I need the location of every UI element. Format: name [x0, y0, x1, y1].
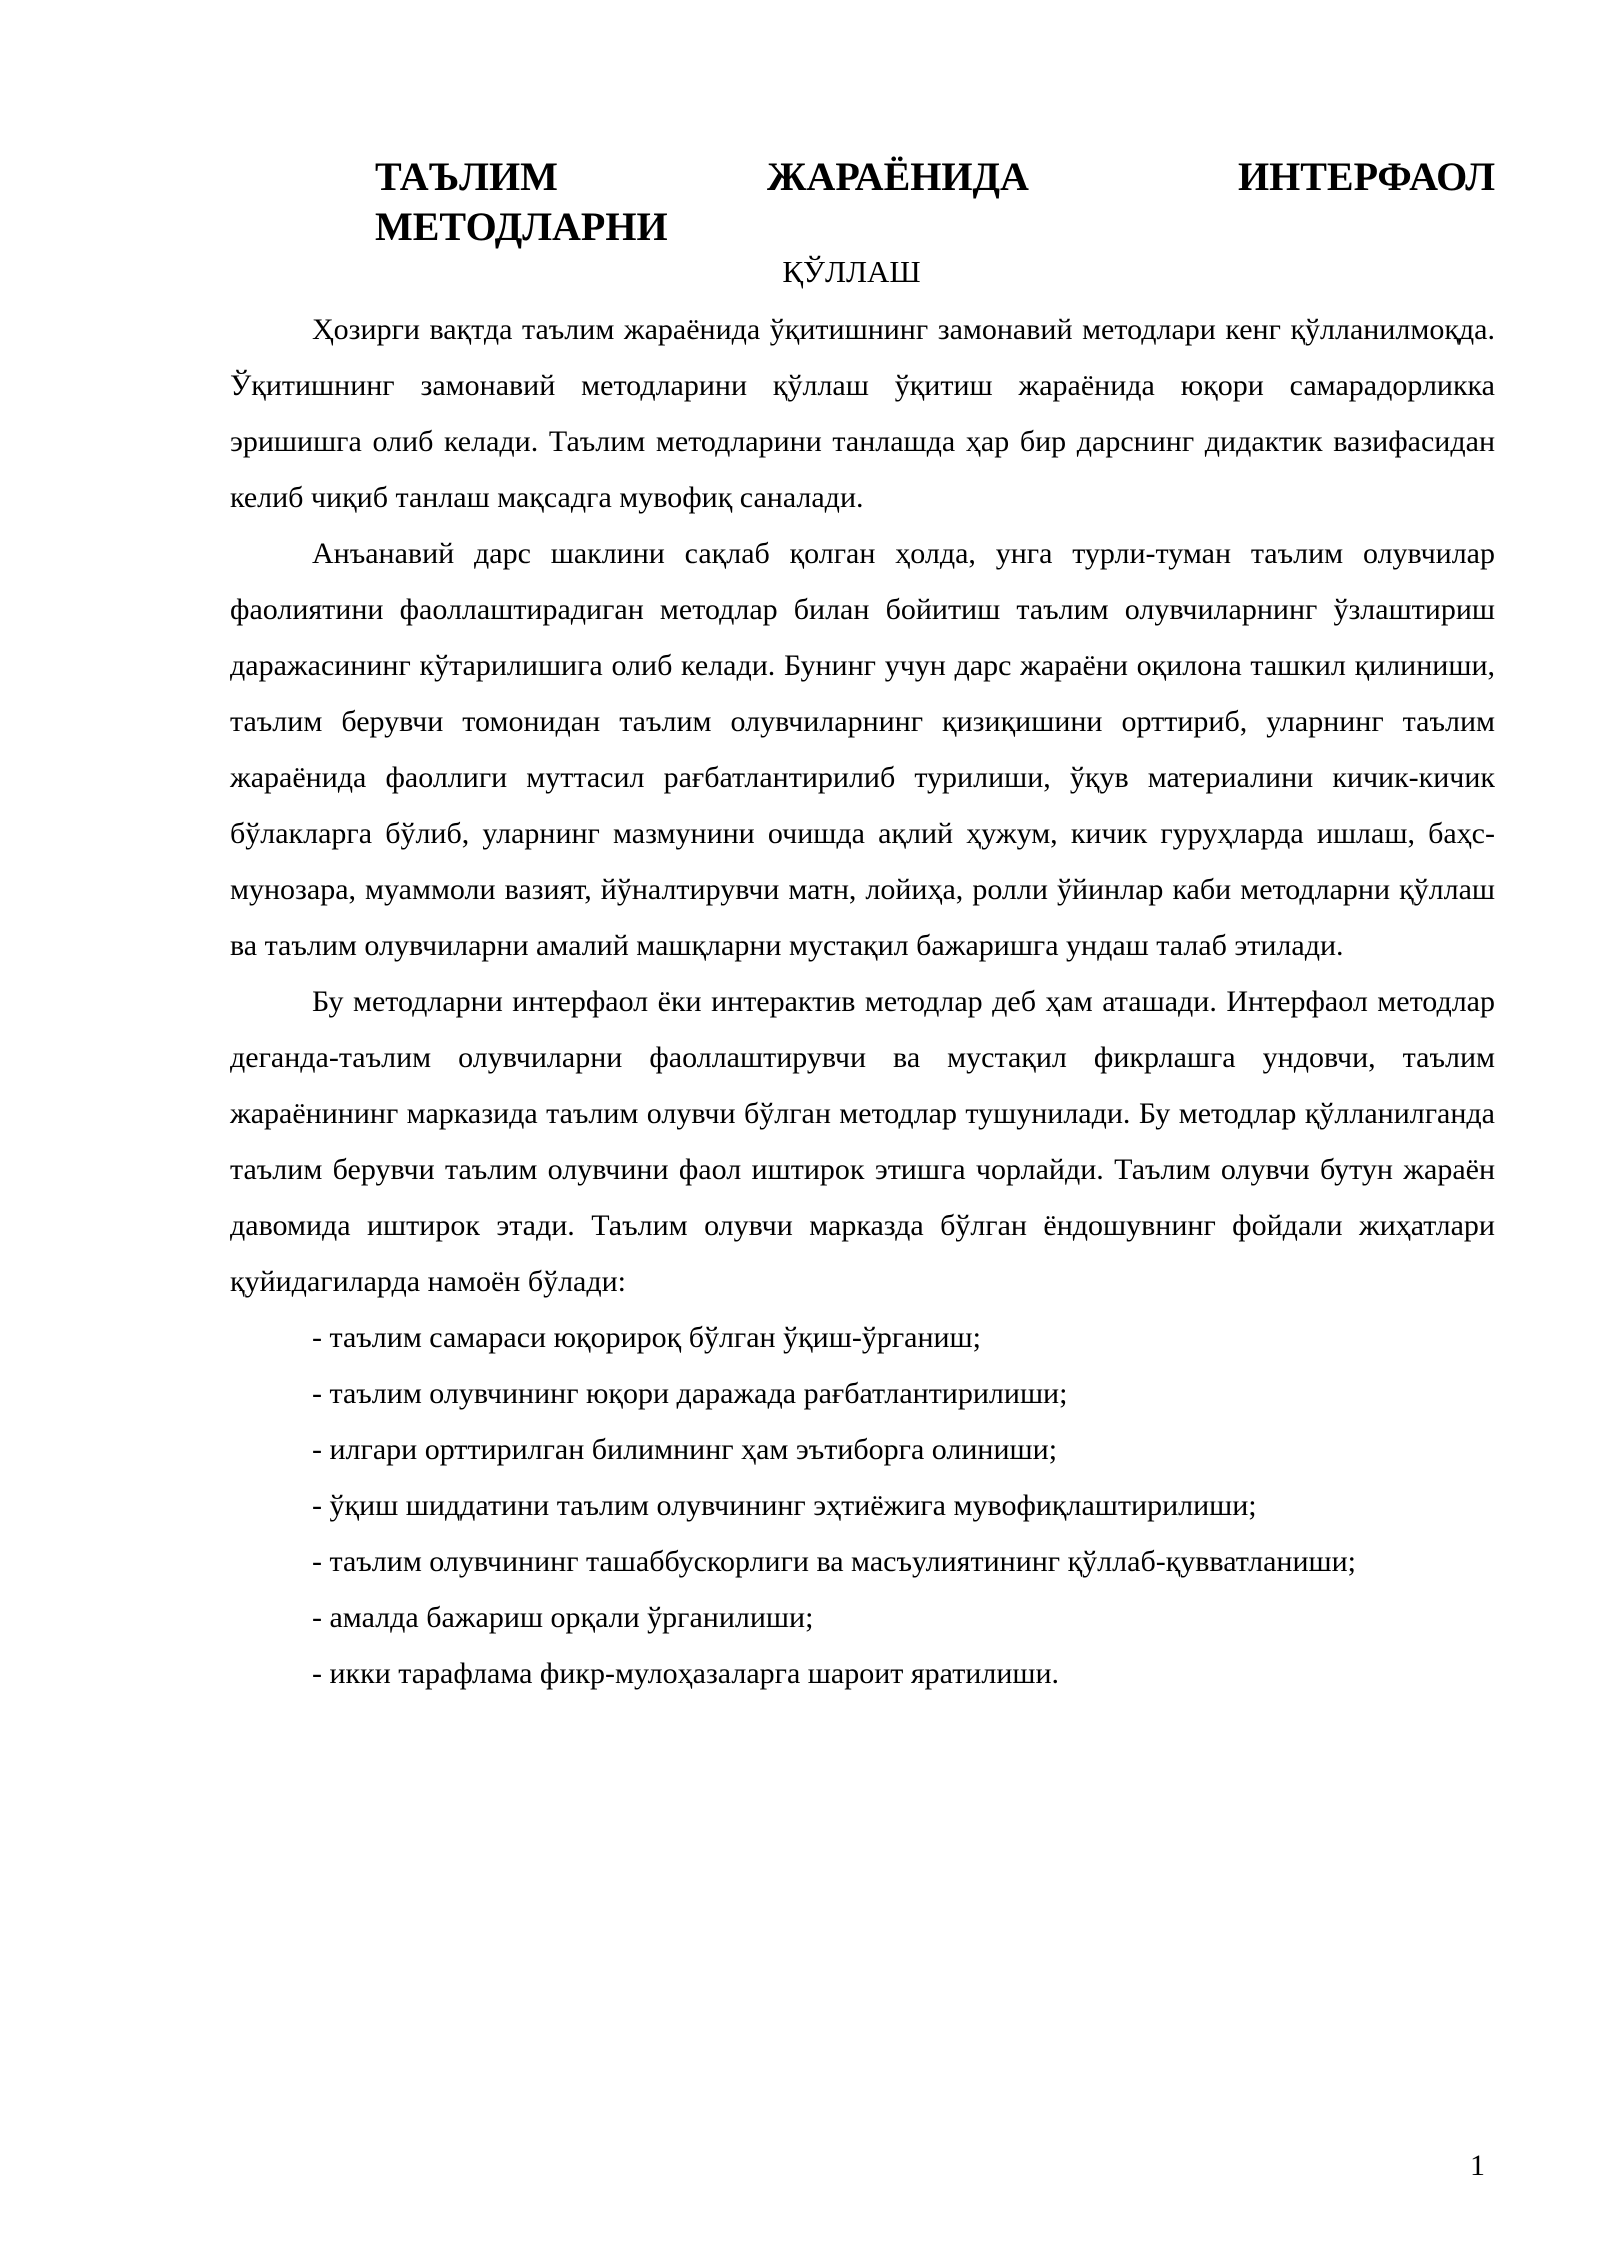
paragraph-2: Анъанавий дарс шаклини сақлаб қолган ҳолда, унга турли-туман таълим олувчилар фаолиятини фаоллаштирадиган методлар билан бойитиш таълим олувчиларнинг ўзлаштириш даражасининг кўтарилишига олиб келади. Бунинг учун дарс жараёни оқилона ташкил қилиниши, таълим берувчи томонидан таълим олувчиларнинг қизиқишини орттириб, уларнинг таълим жараёнида фаоллиги муттасил рағбатлантирилиб турилиши, ўқув материалини кичик-кичик бўлакларга бўлиб, уларнинг мазмунини очишда ақлий ҳужум, кичик гуруҳларда ишлаш, баҳс-мунозара, муаммоли вазият, йўналтирувчи матн, лойиҳа, ролли ўйинлар каби методларни қўллаш ва таълим олувчиларни амалий машқларни мустақил бажаришга ундаш талаб этилади.: [230, 537, 1495, 962]
list-item: - икки тарафлама фикр-мулоҳазаларга шароит яратилиши.: [312, 1657, 1060, 1690]
list-item: - таълим самараси юқорироқ бўлган ўқиш-ўрганиш;: [312, 1321, 981, 1354]
paragraph-1: Ҳозирги вақтда таълим жараёнида ўқитишнинг замонавий методлари кенг қўлланилмоқда. Ўқитишнинг замонавий методларини қўллаш ўқитиш жараёнида юқори самарадорликка эришишга олиб келади. Таълим методларини танлашда ҳар бир дарснинг дидактик вазифасидан келиб чиқиб танлаш мақсадга мувофиқ саналади.: [230, 313, 1495, 514]
list-item: - илгари орттирилган билимнинг ҳам эътиборга олиниши;: [312, 1433, 1058, 1466]
document-body: [230, 302, 1495, 1702]
document-subtitle: ҚЎЛЛАШ: [782, 254, 921, 289]
list-item: - ўқиш шиддатини таълим олувчининг эҳтиёжига мувофиқлаштирилиши;: [312, 1489, 1257, 1522]
document-title-line-2: МЕТОДЛАРНИ: [375, 204, 668, 249]
benefits-list: [230, 1310, 1495, 1702]
page-number: 1: [1470, 2149, 1485, 2182]
list-item: - таълим олувчининг юқори даражада рағбатлантирилиши;: [312, 1377, 1068, 1410]
paragraph-3: Бу методларни интерфаол ёки интерактив методлар деб ҳам аташади. Интерфаол методлар деганда-таълим олувчиларни фаоллаштирувчи ва мустақил фикрлашга ундовчи, таълим жараёнининг марказида таълим олувчи бўлган методлар тушунилади. Бу методлар қўлланилганда таълим берувчи таълим олувчини фаол иштирок этишга чорлайди. Таълим олувчи бутун жараён давомида иштирок этади. Таълим олувчи марказда бўлган ёндошувнинг фойдали жиҳатлари қуйидагиларда намоён бўлади:: [230, 985, 1495, 1298]
list-item: - амалда бажариш орқали ўрганилиши;: [312, 1601, 814, 1634]
list-item: - таълим олувчининг ташаббускорлиги ва масъулиятининг қўллаб-қувватланиши;: [312, 1545, 1356, 1578]
document-title-line-1: ТАЪЛИМ ЖАРАЁНИДА ИНТЕРФАОЛ: [375, 154, 1495, 199]
